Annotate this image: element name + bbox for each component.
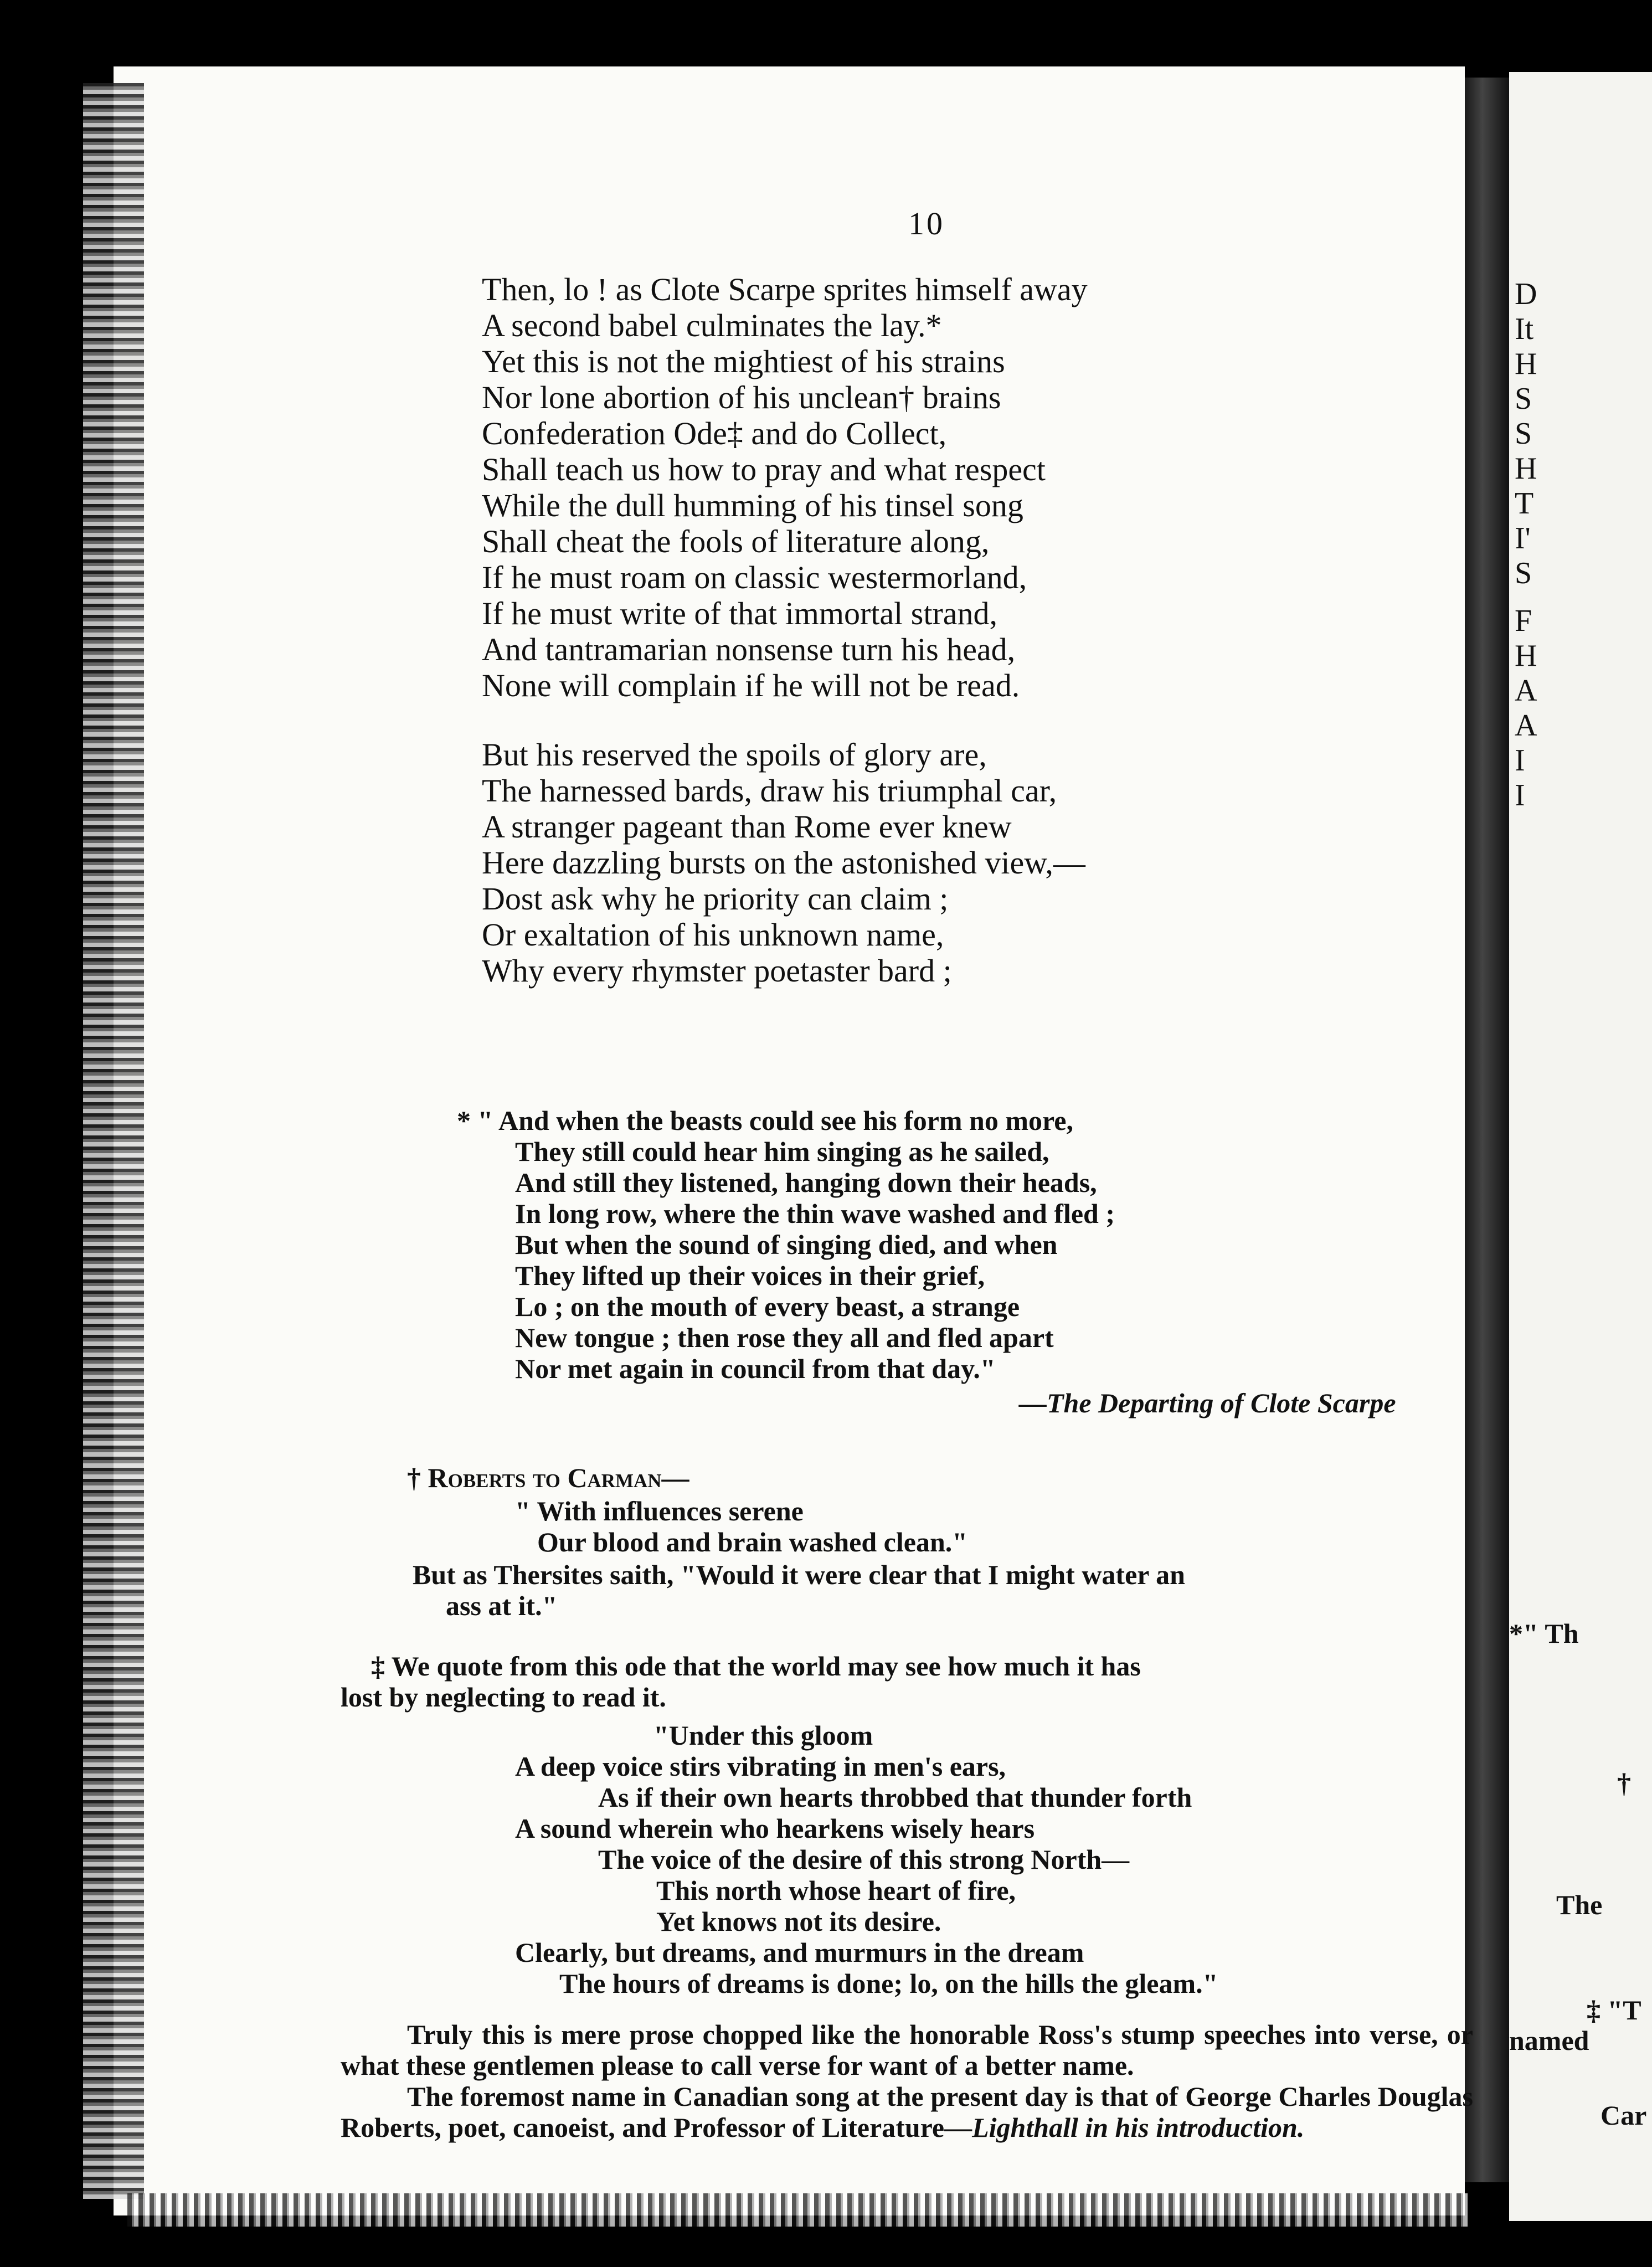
closing-paragraph: Truly this is mere prose chopped like the honorable Ross's stump speeches into verse, or what these gentlemen please to call verse for want of a better name. — [341, 2019, 1473, 2081]
facing-line: H — [1515, 347, 1537, 381]
facing-footnote: Car — [1600, 2100, 1647, 2131]
book-spine — [1465, 78, 1509, 2182]
footnote-line: ass at it." — [446, 1590, 558, 1621]
facing-line: I — [1515, 743, 1525, 778]
page-edge-bottom — [127, 2193, 1468, 2227]
poem-line: Confederation Ode‡ and do Collect, — [482, 415, 947, 451]
poem-line: A second babel culminates the lay.* — [482, 307, 942, 343]
footnote-dagger-quote — [515, 1495, 967, 1557]
page-number: 10 — [908, 205, 945, 241]
stanza-break — [482, 703, 1088, 737]
poem-line: Here dazzling bursts on the astonished view,— — [482, 845, 1085, 881]
facing-footnote: *" Th — [1509, 1618, 1579, 1649]
facing-line: S — [1515, 417, 1532, 451]
facing-line: H — [1515, 451, 1537, 486]
footnote-line: ‡ We quote from this ode that the world may see how much it has — [371, 1651, 1141, 1682]
footnote-line: As if their own hearts throbbed that thunder forth — [598, 1782, 1192, 1813]
poem-line: If he must write of that immortal strand, — [482, 595, 998, 631]
footnote-line: Yet knows not its desire. — [656, 1906, 941, 1937]
footnote-ddagger-intro — [341, 1651, 1141, 1713]
footnote-dagger-heading — [407, 1462, 689, 1493]
footnote-line: A sound wherein who hearkens wisely hears — [515, 1813, 1035, 1844]
poem-line: Shall cheat the fools of literature along, — [482, 523, 990, 559]
facing-line: It — [1515, 312, 1534, 346]
facing-page-fragment — [1509, 72, 1652, 2221]
footnote-dagger-remark — [413, 1559, 1185, 1621]
poem-line: A stranger pageant than Rome ever knew — [482, 809, 1012, 845]
closing-citation: Lighthall in his introduction. — [972, 2112, 1305, 2143]
footnote-line: The voice of the desire of this strong North— — [598, 1844, 1130, 1875]
facing-line: I — [1515, 778, 1525, 813]
footnote-line: Clearly, but dreams, and murmurs in the dream — [515, 1937, 1084, 1968]
poem-line: While the dull humming of his tinsel song — [482, 487, 1023, 523]
facing-line: S — [1515, 382, 1532, 416]
footnote-line: Lo ; on the mouth of every beast, a strange — [515, 1291, 1020, 1322]
facing-line: A — [1515, 708, 1537, 743]
poem-line: Then, lo ! as Clote Scarpe sprites himself away — [482, 271, 1088, 307]
facing-line: T — [1515, 486, 1534, 521]
footnote-line: They still could hear him singing as he sailed, — [515, 1136, 1049, 1167]
footnote-line: In long row, where the thin wave washed and fled ; — [515, 1198, 1115, 1229]
poem-line: Why every rhymster poetaster bard ; — [482, 953, 952, 989]
footnote-line: lost by neglecting to read it. — [341, 1682, 666, 1713]
facing-line: S — [1515, 556, 1532, 590]
poem-line: And tantramarian nonsense turn his head, — [482, 631, 1016, 667]
footnote-line: New tongue ; then rose they all and fled apart — [515, 1322, 1054, 1353]
poem-line: But his reserved the spoils of glory are, — [482, 737, 987, 773]
footnote-line: * " And when the beasts could see his form no more, — [457, 1105, 1073, 1136]
poem-line: Nor lone abortion of his unclean† brains — [482, 379, 1001, 415]
poem-line: Dost ask why he priority can claim ; — [482, 881, 949, 917]
poem-line: If he must roam on classic westermorland, — [482, 559, 1027, 595]
facing-line: D — [1515, 277, 1537, 311]
poem-line: Or exaltation of his unknown name, — [482, 917, 944, 953]
facing-line: I' — [1515, 521, 1531, 556]
closing-prose — [341, 2019, 1473, 2143]
facing-footnote: ‡ "T — [1587, 1994, 1641, 2026]
footnote-attribution: —The Departing of Clote Scarpe — [1019, 1387, 1396, 1418]
footnote-line: A deep voice stirs vibrating in men's ears, — [515, 1751, 1006, 1782]
footnote-line: This north whose heart of fire, — [656, 1875, 1016, 1906]
footnote-ddagger-quote — [515, 1720, 1218, 1999]
footnote-line: The hours of dreams is done; lo, on the hills the gleam." — [559, 1968, 1218, 1999]
footnote-line: " With influences serene — [515, 1495, 804, 1526]
poem-line: None will complain if he will not be read. — [482, 667, 1020, 703]
poem-line: Shall teach us how to pray and what respect — [482, 451, 1046, 487]
footnote-star — [457, 1105, 1115, 1384]
poem-body — [482, 271, 1088, 989]
facing-line: F — [1515, 604, 1532, 638]
footnote-line: But when the sound of singing died, and when — [515, 1229, 1058, 1260]
footnote-line: Our blood and brain washed clean." — [537, 1526, 968, 1557]
poem-line: The harnessed bards, draw his triumphal car, — [482, 773, 1057, 809]
facing-line: H — [1515, 639, 1537, 673]
facing-footnote: The — [1556, 1889, 1603, 1920]
footnote-line: And still they listened, hanging down their heads, — [515, 1167, 1097, 1198]
footnote-heading: Roberts to Carman— — [428, 1462, 689, 1493]
poem-line: Yet this is not the mightiest of his strains — [482, 343, 1005, 379]
footnote-line: But as Thersites saith, "Would it were clear that I might water an — [413, 1559, 1185, 1590]
footnote-line: They lifted up their voices in their grief, — [515, 1260, 985, 1291]
closing-paragraph — [341, 2081, 1473, 2143]
dagger-mark: † — [407, 1462, 421, 1493]
facing-footnote: named — [1509, 2025, 1589, 2056]
footnote-line: Nor met again in council from that day." — [515, 1353, 996, 1384]
facing-footnote: † — [1617, 1767, 1631, 1798]
footnote-line: "Under this gloom — [653, 1720, 873, 1751]
page-edge-left — [83, 83, 144, 2199]
closing-text: The foremost name in Canadian song at the present day is that of George Charles Douglas Roberts, poet, canoeist, and Professor of Literature— — [341, 2081, 1473, 2143]
facing-line: A — [1515, 674, 1537, 708]
